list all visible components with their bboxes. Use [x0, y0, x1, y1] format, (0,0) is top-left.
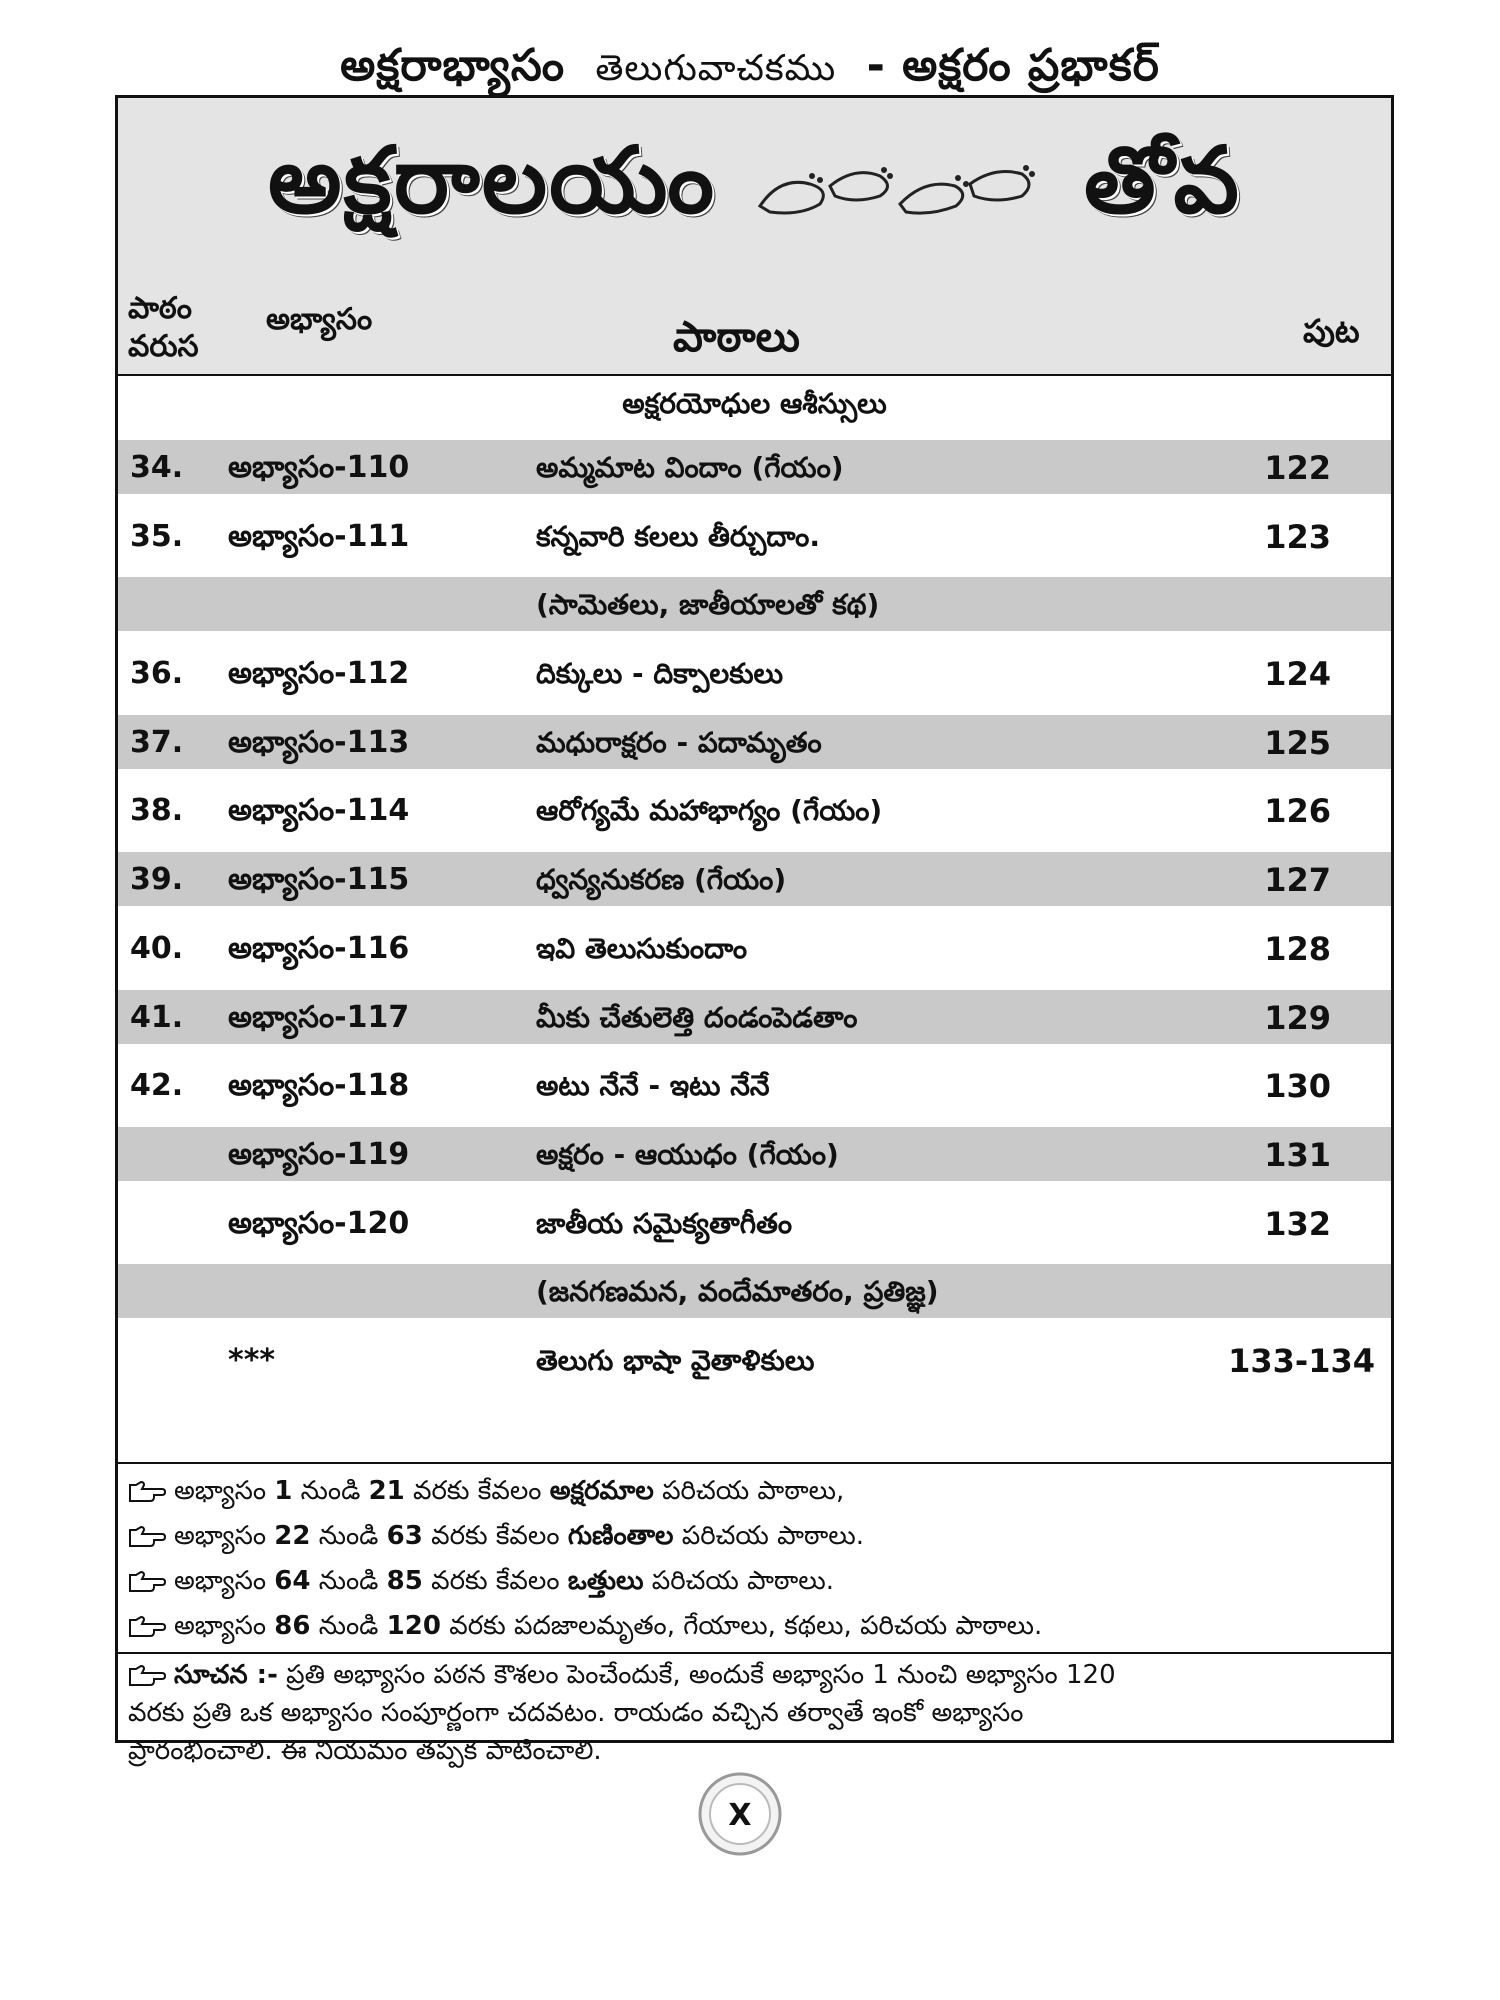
table-row — [118, 1121, 1391, 1190]
row-exercise: అభ్యాసం-112 — [228, 656, 410, 692]
range-notes — [118, 1462, 1391, 1654]
banner-title-right: తోవ — [1084, 125, 1241, 234]
row-exercise: అభ్యాసం-116 — [228, 930, 410, 966]
pointing-hand-icon — [128, 1616, 166, 1638]
header-sequence: పాఠం వరుస — [128, 291, 199, 364]
contents-rows — [118, 434, 1391, 1396]
row-sequence: 38. — [130, 793, 184, 829]
contents-frame — [115, 95, 1394, 1766]
row-page: 126 — [1264, 792, 1331, 831]
row-lesson: దిక్కులు - దిక్పాలకులు — [536, 657, 784, 691]
row-lesson: మీకు చేతులెత్తి దండంపెడతాం — [536, 1000, 858, 1034]
row-page: 124 — [1264, 655, 1331, 694]
footprints-icon — [750, 156, 1050, 226]
row-lesson: మధురాక్షరం - పదామృతం — [536, 725, 822, 759]
row-lesson: తెలుగు భాషా వైతాళికులు — [536, 1343, 815, 1377]
row-page: 133-134 — [1228, 1341, 1375, 1380]
row-lesson: (సామెతలు, జాతీయాలతో కథ) — [536, 588, 880, 622]
row-sequence: 36. — [130, 656, 184, 692]
instruction-label: సూచన :- — [174, 1660, 278, 1690]
instruction-line-1: ప్రతి అభ్యాసం పఠన కౌశలం పెంచేందుకే, అందుకే అభ్యాసం 1 నుంచి అభ్యాసం 120 — [286, 1660, 1116, 1690]
section-subheading: అక్షరయోధుల ఆశీస్సులు — [622, 387, 887, 420]
row-sequence: 40. — [130, 930, 184, 966]
row-page: 123 — [1264, 517, 1331, 556]
column-headers — [118, 284, 1391, 376]
row-page: 127 — [1264, 861, 1331, 900]
pointing-hand-icon — [128, 1481, 166, 1503]
banner-title-left: అక్షరాలయం — [268, 125, 717, 234]
page-number: X — [728, 1798, 752, 1833]
row-sequence: 41. — [130, 999, 184, 1035]
row-lesson: ఇవి తెలుసుకుందాం — [536, 931, 748, 965]
range-note: అభ్యాసం 64 నుండి 85 వరకు కేవలం ఒత్తులు పరిచయ పాఠాలు. — [128, 1562, 834, 1600]
table-row — [118, 1052, 1391, 1121]
row-exercise: అభ్యాసం-115 — [228, 862, 410, 898]
pointing-hand-icon — [128, 1526, 166, 1548]
row-sequence: 42. — [130, 1068, 184, 1104]
table-row — [118, 915, 1391, 984]
book-author: - అక్షరం ప్రభాకర్ — [866, 40, 1160, 91]
row-lesson: అమ్మమాట విందాం (గేయం) — [536, 451, 844, 484]
row-page: 132 — [1264, 1204, 1331, 1243]
header-lessons: పాఠాలు — [673, 312, 800, 361]
row-sequence: 39. — [130, 862, 184, 898]
table-row — [118, 984, 1391, 1053]
table-row — [118, 777, 1391, 846]
table-row — [118, 571, 1391, 640]
row-exercise: అభ్యాసం-120 — [228, 1205, 410, 1241]
row-sequence: 34. — [130, 450, 184, 485]
row-page: 122 — [1264, 449, 1331, 487]
row-lesson: కన్నవారి కలలు తీర్చుదాం. — [536, 519, 821, 553]
row-lesson: ఆరోగ్యమే మహాభాగ్యం (గేయం) — [536, 794, 883, 828]
table-row — [118, 709, 1391, 778]
table-row — [118, 503, 1391, 572]
instruction-line-2: వరకు ప్రతి ఒక అభ్యాసం సంపూర్ణంగా చదవటం. రాయడం వచ్చిన తర్వాతే ఇంకో అభ్యాసం — [128, 1698, 1024, 1728]
row-page: 128 — [1264, 929, 1331, 968]
row-exercise: అభ్యాసం-119 — [228, 1136, 410, 1172]
table-row — [118, 1327, 1391, 1396]
range-note: అభ్యాసం 86 నుండి 120 వరకు పదజాలమృతం, గేయాలు, కథలు, పరిచయ పాఠాలు. — [128, 1607, 1042, 1645]
table-row — [118, 434, 1391, 503]
range-note: అభ్యాసం 22 నుండి 63 వరకు కేవలం గుణింతాల పరిచయ పాఠాలు. — [128, 1517, 864, 1555]
row-exercise: *** — [228, 1342, 276, 1378]
instruction-line-3: ప్రారంభించాలి. ఈ నియమం తప్పక పాటించాలి. — [128, 1736, 602, 1766]
row-page: 130 — [1264, 1067, 1331, 1106]
pointing-hand-icon — [128, 1571, 166, 1593]
table-row — [118, 1258, 1391, 1327]
table-row — [118, 640, 1391, 709]
row-page: 125 — [1264, 723, 1331, 762]
pointing-hand-icon — [128, 1665, 166, 1687]
row-exercise: అభ్యాసం-111 — [228, 518, 410, 554]
header-exercise: అభ్యాసం — [266, 302, 373, 337]
instruction-note — [118, 1652, 1391, 1766]
row-exercise: అభ్యాసం-113 — [228, 724, 410, 760]
row-page: 131 — [1264, 1135, 1331, 1174]
table-row — [118, 846, 1391, 915]
row-lesson: అక్షరం - ఆయుధం (గేయం) — [536, 1137, 839, 1171]
row-lesson: (జనగణమన, వందేమాతరం, ప్రతిజ్ఞ) — [536, 1275, 939, 1309]
book-title: అక్షరాభ్యాసం — [340, 40, 566, 91]
row-exercise: అభ్యాసం-117 — [228, 999, 410, 1035]
row-exercise: అభ్యాసం-114 — [228, 793, 410, 829]
row-sequence: 37. — [130, 724, 184, 760]
row-exercise: అభ్యాసం-110 — [228, 450, 410, 485]
book-subtitle: తెలుగువాచకము — [595, 48, 837, 89]
page-header — [0, 40, 1500, 102]
row-lesson: జాతీయ సమైక్యతాగీతం — [536, 1206, 793, 1240]
range-note: అభ్యాసం 1 నుండి 21 వరకు కేవలం అక్షరమాల పరిచయ పాఠాలు, — [128, 1472, 844, 1510]
row-exercise: అభ్యాసం-118 — [228, 1068, 410, 1104]
table-row — [118, 1190, 1391, 1259]
contents-banner — [118, 98, 1391, 286]
row-page: 129 — [1264, 998, 1331, 1037]
row-sequence: 35. — [130, 518, 184, 554]
page-number-seal — [696, 1770, 784, 1858]
header-page: పుట — [1303, 312, 1360, 350]
row-lesson: ధ్వన్యనుకరణ (గేయం) — [536, 863, 787, 897]
row-lesson: అటు నేనే - ఇటు నేనే — [536, 1069, 770, 1103]
